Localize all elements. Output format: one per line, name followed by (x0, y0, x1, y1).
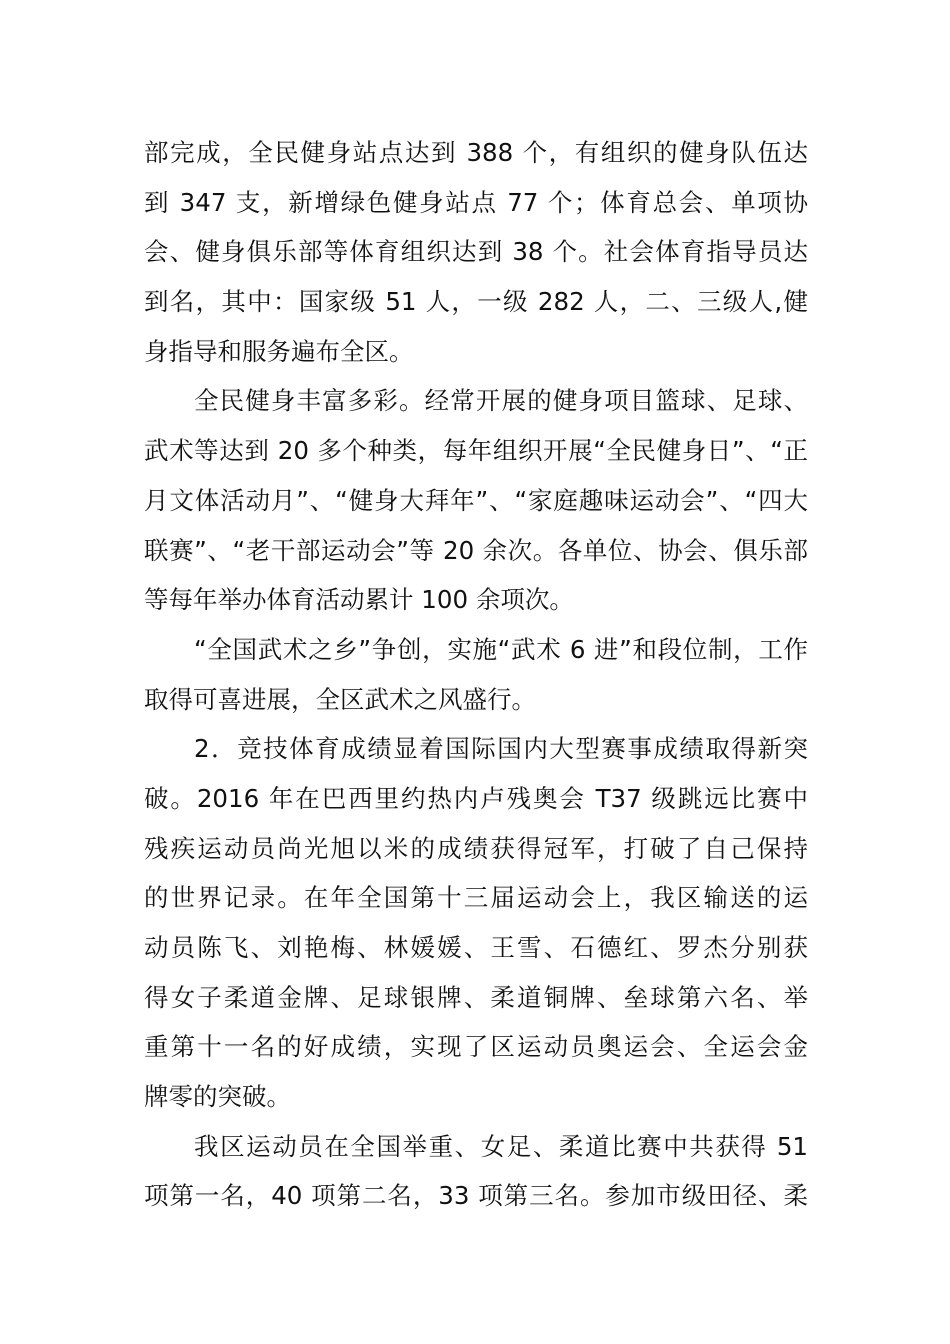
text-line: 部完成，全民健身站点达到 388 个，有组织的健身队伍达 (144, 138, 808, 167)
document-body (144, 128, 808, 1221)
text-line: 破。2016 年在巴西里约热内卢残奥会 T37 级跳远比赛中 (144, 783, 808, 813)
text-line: 会、健身俱乐部等体育组织达到 38 个。社会体育指导员达 (144, 237, 808, 267)
text-line: 月文体活动月”、“健身大拜年”、“家庭趣味运动会”、“四大 (144, 485, 808, 515)
text-line: 重第十一名的好成绩，实现了区运动员奥运会、全运会金 (144, 1032, 808, 1062)
text-line: 身指导和服务遍布全区。 (144, 336, 414, 366)
text-line: 武术等达到 20 多个种类，每年组织开展“全民健身日”、“正 (144, 436, 808, 466)
text-line: 项第一名，40 项第二名，33 项第三名。参加市级田径、柔 (144, 1181, 808, 1211)
text-line: 我区运动员在全国举重、女足、柔道比赛中共获得 51 (194, 1131, 808, 1161)
text-line: 联赛”、“老干部运动会”等 20 余次。各单位、协会、俱乐部 (144, 535, 808, 565)
text-line: 残疾运动员尚光旭以米的成绩获得冠军，打破了自己保持 (144, 833, 808, 863)
text-line: 到 347 支，新增绿色健身站点 77 个；体育总会、单项协 (144, 187, 808, 217)
text-line: 2．竞技体育成绩显着国际国内大型赛事成绩取得新突 (194, 734, 808, 764)
text-line: 到名，其中：国家级 51 人，一级 282 人，二、三级人,健 (144, 287, 808, 317)
text-line: 等每年举办体育活动累计 100 余项次。 (144, 585, 574, 615)
text-line: 取得可喜进展，全区武术之风盛行。 (144, 684, 536, 714)
text-line: 得女子柔道金牌、足球银牌、柔道铜牌、垒球第六名、举 (144, 982, 808, 1012)
text-line: 动员陈飞、刘艳梅、林媛媛、王雪、石德红、罗杰分别获 (144, 933, 808, 962)
text-line: “全国武术之乡”争创，实施“武术 6 进”和段位制，工作 (194, 634, 808, 664)
text-line: 全民健身丰富多彩。经常开展的健身项目篮球、足球、 (194, 386, 808, 416)
text-line: 的世界记录。在年全国第十三届运动会上，我区输送的运 (144, 883, 808, 913)
text-line: 牌零的突破。 (144, 1082, 291, 1112)
